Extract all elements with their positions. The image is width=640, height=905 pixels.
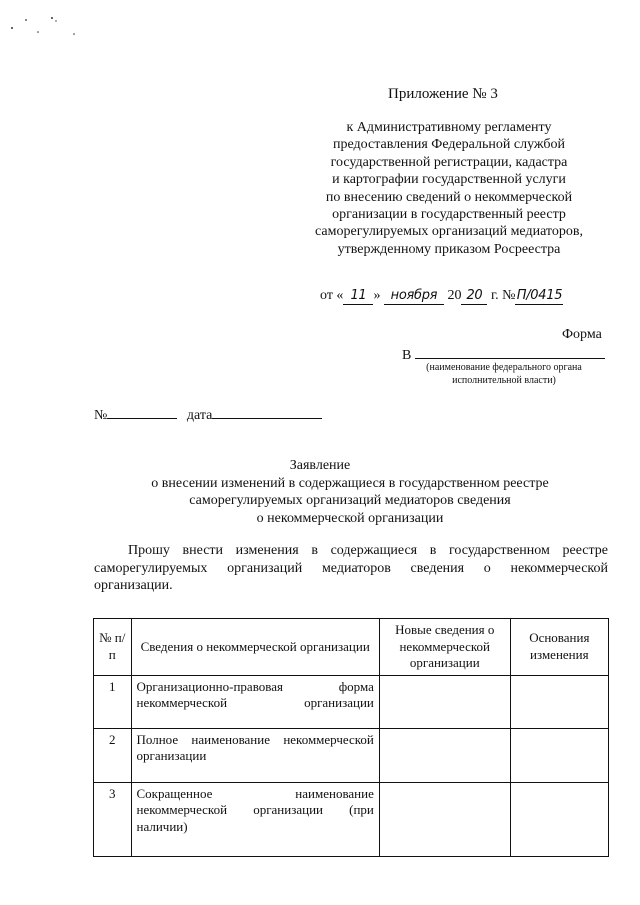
table-row: [94, 728, 609, 782]
registration-number-field[interactable]: [107, 404, 177, 419]
form-label: Форма: [562, 327, 602, 342]
statement-line: о внесении изменений в содержащиеся в государственном реестре: [151, 476, 549, 491]
appendix-line: предоставления Федеральной службой: [333, 137, 565, 153]
row-new-info[interactable]: [379, 782, 510, 856]
order-year-suffix: 20: [461, 288, 487, 305]
registration-date-label: дата: [186, 408, 213, 423]
row-new-info[interactable]: [379, 728, 510, 782]
order-date-prefix: от «: [320, 288, 344, 303]
order-number: П/0415: [516, 288, 563, 303]
row-basis[interactable]: [510, 728, 608, 782]
registration-date-field[interactable]: [212, 404, 322, 419]
order-number-prefix: г. №: [490, 288, 516, 303]
appendix-title: Приложение № 3: [388, 86, 498, 102]
row-info: Сокращенное наименование некоммерческой организации (при наличии): [131, 782, 379, 856]
row-number: 3: [94, 782, 132, 856]
appendix-line: и картографии государственной услуги: [332, 172, 566, 188]
appendix-line: организации в государственный реестр: [332, 207, 566, 223]
addressee-field[interactable]: [415, 344, 605, 359]
order-year-prefix: 20: [447, 288, 462, 303]
header-info: Сведения о некоммерческой организации: [131, 619, 379, 676]
statement-subject: [120, 475, 580, 527]
row-number: 2: [94, 728, 132, 782]
order-day: 11: [343, 288, 373, 305]
order-date-line: [320, 288, 563, 305]
appendix-line: к Административному регламенту: [346, 120, 552, 135]
changes-table: [93, 618, 609, 857]
row-info: Организационно-правовая форма некоммерческой организации: [131, 675, 379, 728]
row-new-info[interactable]: [379, 675, 510, 728]
appendix-reference: [290, 119, 608, 258]
row-info: Полное наименование некоммерческой организации: [131, 728, 379, 782]
header-new-info: Новые сведения о некоммерческой организации: [379, 619, 510, 676]
registration-number-label: №: [94, 408, 108, 423]
order-month: ноября: [384, 288, 444, 305]
order-date-mid: »: [373, 288, 381, 303]
header-number: № п/п: [94, 619, 132, 676]
row-basis[interactable]: [510, 675, 608, 728]
addressee-prefix: В: [402, 348, 412, 363]
appendix-line: саморегулируемых организаций медиаторов,: [315, 224, 583, 240]
header-basis: Основания изменения: [510, 619, 608, 676]
request-paragraph: Прошу внести изменения в содержащиеся в государственном реестре саморегулируемых организаций медиаторов сведения о некоммерческой организации.: [94, 543, 608, 593]
table-header-row: [94, 619, 609, 676]
appendix-line: утвержденному приказом Росреестра: [337, 241, 561, 257]
registration-line: [94, 404, 322, 424]
statement-title: Заявление: [289, 458, 351, 473]
statement-line: о некоммерческой организации: [256, 510, 444, 526]
table-row: [94, 675, 609, 728]
scan-specks: [8, 12, 78, 40]
appendix-line: по внесению сведений о некоммерческой: [325, 189, 573, 205]
addressee-hint-line: исполнительной власти): [452, 375, 556, 386]
row-basis[interactable]: [510, 782, 608, 856]
table-row: [94, 782, 609, 856]
addressee-hint-line: (наименование федерального органа: [426, 362, 582, 373]
row-number: 1: [94, 675, 132, 728]
appendix-line: государственной регистрации, кадастра: [330, 154, 568, 170]
addressee-hint: [404, 361, 604, 387]
statement-line: саморегулируемых организаций медиаторов сведения: [189, 493, 511, 509]
